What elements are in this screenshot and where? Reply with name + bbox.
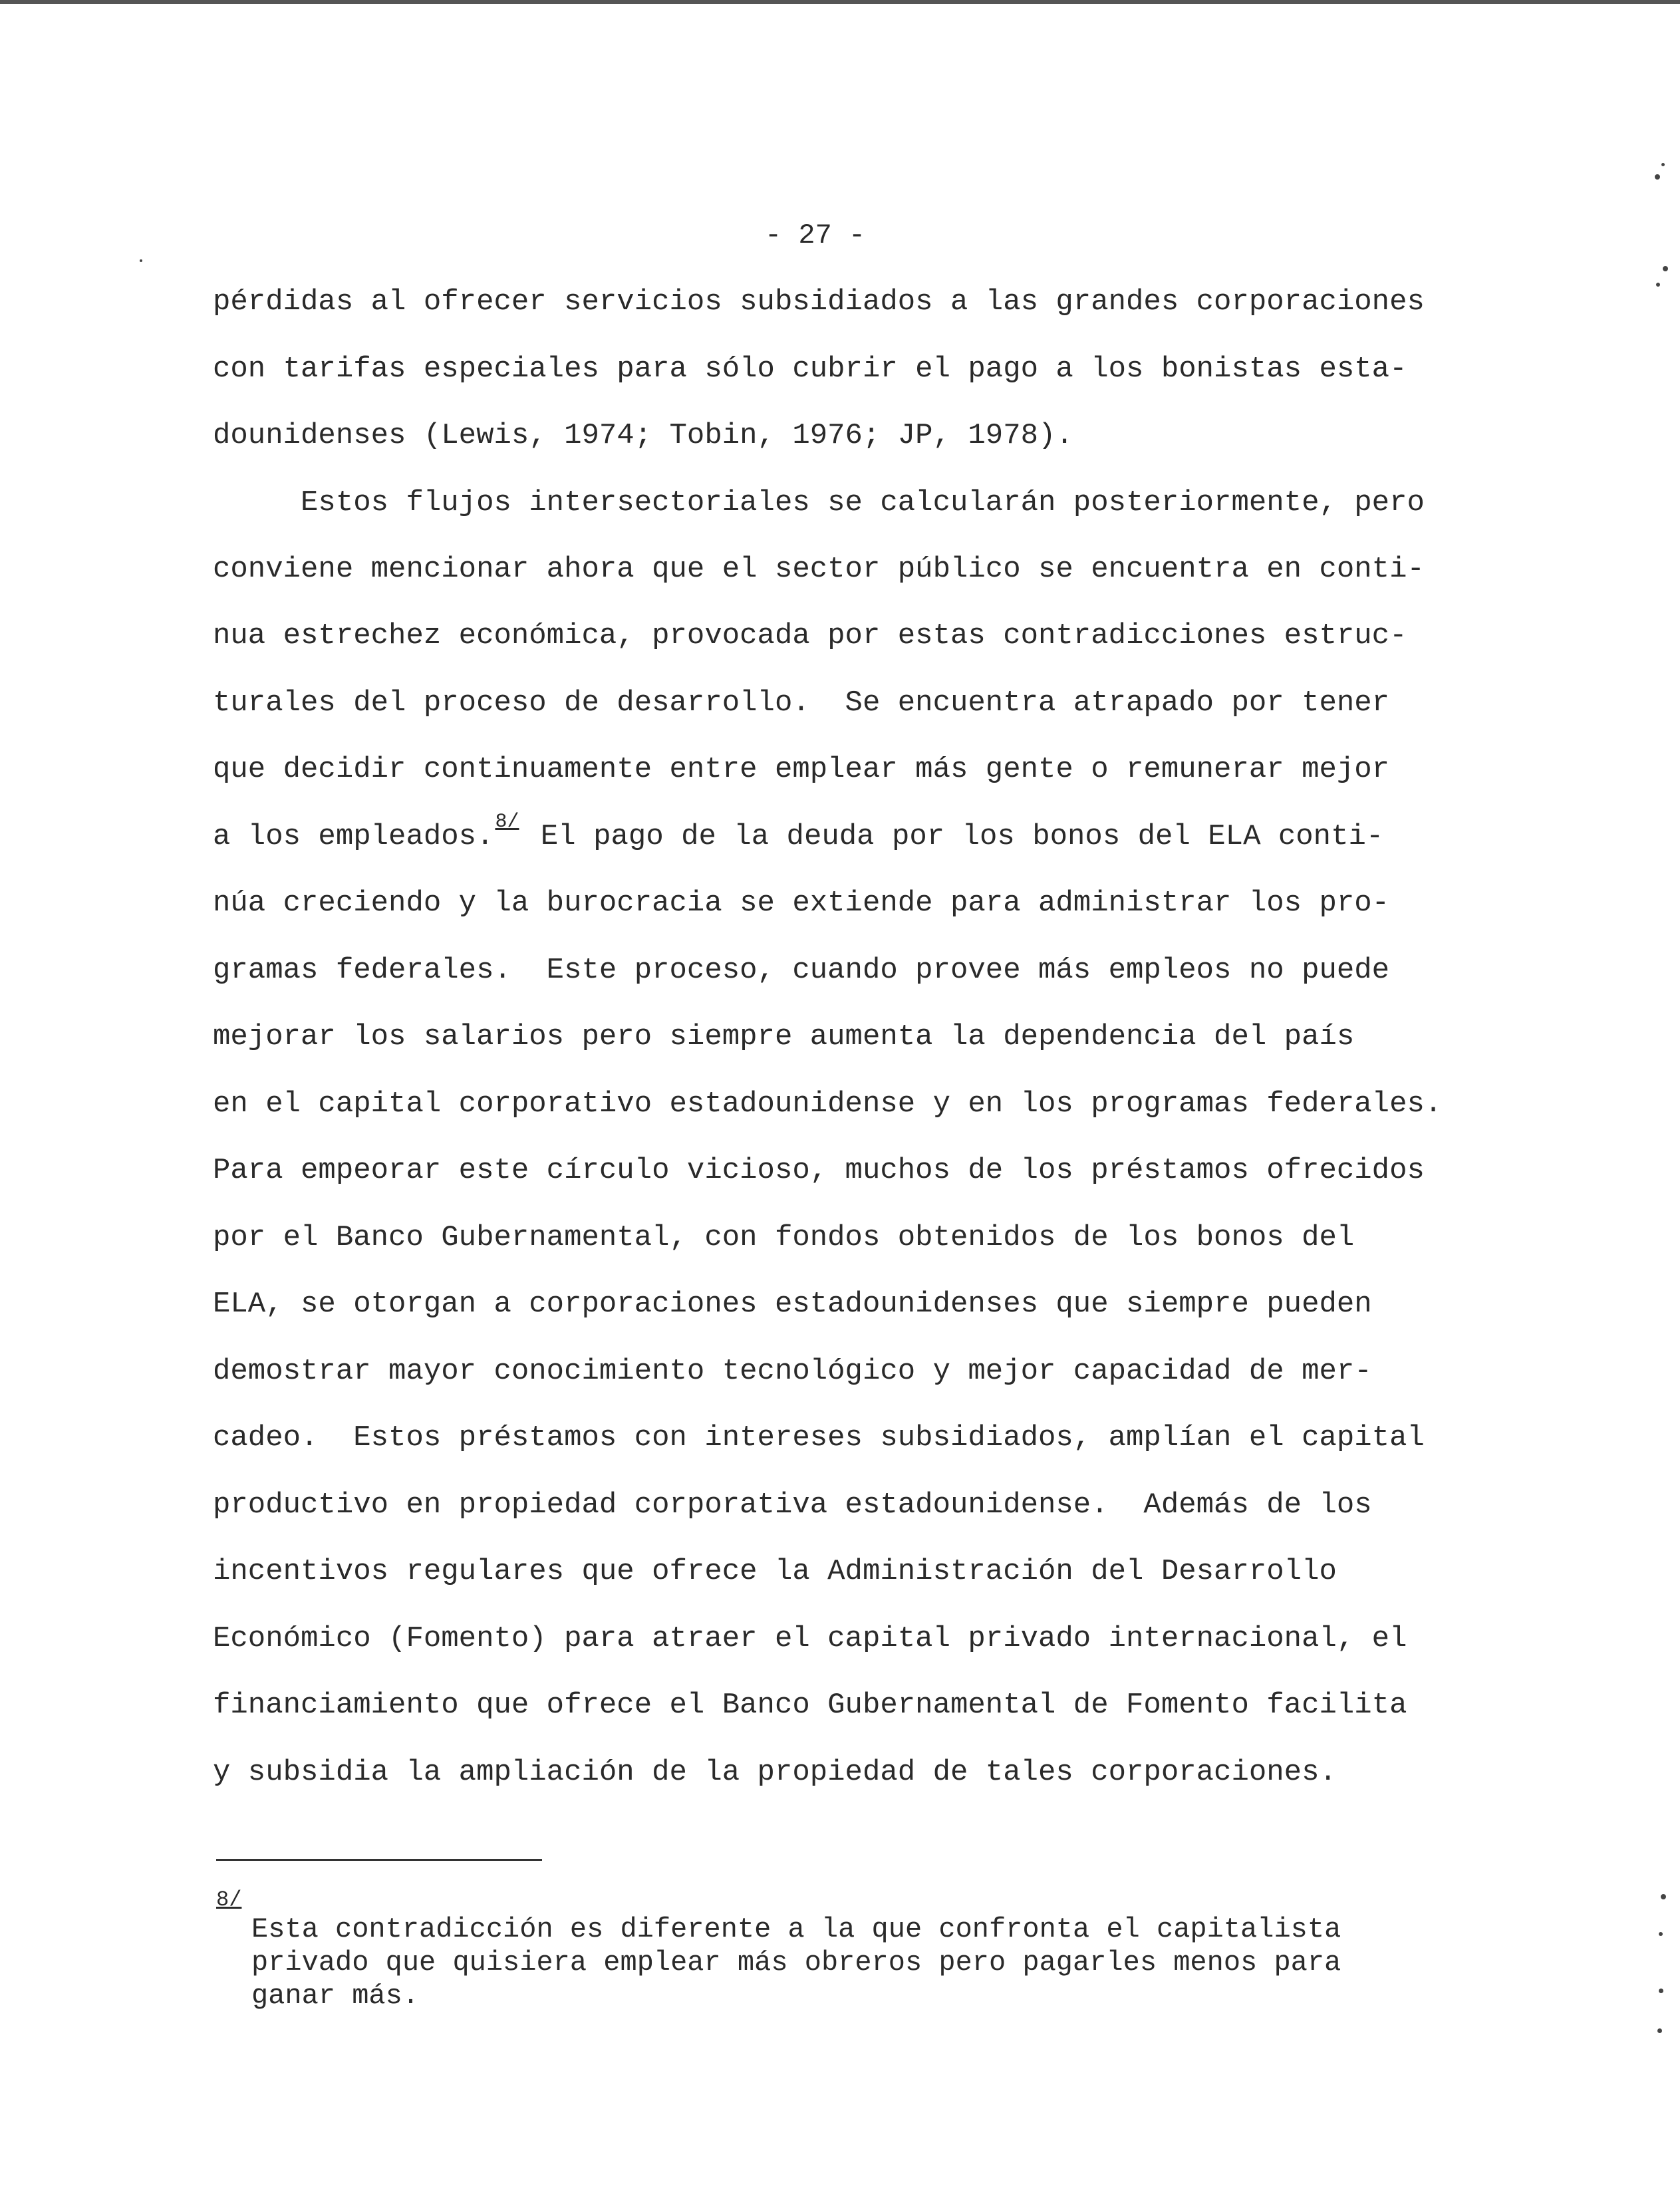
body-line: que decidir continuamente entre emplear más gente o remunerar mejor	[213, 753, 1390, 786]
scan-speck	[140, 259, 142, 262]
scan-speck	[1663, 266, 1668, 271]
body-line: nua estrechez económica, provocada por estas contradicciones estruc-	[213, 619, 1407, 652]
scan-speck	[1657, 2028, 1662, 2033]
body-line: pérdidas al ofrecer servicios subsidiados a las grandes corporaciones	[213, 285, 1425, 319]
body-line: Para empeorar este círculo vicioso, muchos de los préstamos ofrecidos	[213, 1154, 1425, 1187]
scan-speck	[1659, 1989, 1663, 1993]
scan-top-edge	[0, 0, 1680, 4]
body-line: por el Banco Gubernamental, con fondos obtenidos de los bonos del	[213, 1221, 1355, 1254]
body-line: en el capital corporativo estadounidense y en los programas federales.	[213, 1087, 1443, 1121]
body-line: Económico (Fomento) para atraer el capital privado internacional, el	[213, 1622, 1407, 1655]
body-line: núa creciendo y la burocracia se extiende para administrar los pro-	[213, 887, 1390, 920]
body-line: mejorar los salarios pero siempre aumenta la dependencia del país	[213, 1020, 1355, 1053]
scan-speck	[1656, 283, 1660, 287]
body-line: y subsidia la ampliación de la propiedad de tales corporaciones.	[213, 1756, 1337, 1789]
footnote-divider	[216, 1859, 542, 1861]
footnote-reference: 8/	[495, 811, 519, 833]
body-line-segment: a los empleados.	[213, 820, 494, 853]
footnote-line: privado que quisiera emplear más obreros pero pagarles menos para	[251, 1947, 1341, 1979]
body-line: incentivos regulares que ofrece la Administración del Desarrollo	[213, 1555, 1337, 1588]
footnote-number: 8/	[216, 1887, 242, 1912]
body-line: Estos flujos intersectoriales se calcularán posteriormente, pero	[213, 486, 1425, 519]
body-line: conviene mencionar ahora que el sector público se encuentra en conti-	[213, 553, 1425, 586]
scan-speck	[1661, 1894, 1666, 1899]
scan-speck	[1655, 174, 1660, 180]
body-line: ELA, se otorgan a corporaciones estadounidenses que siempre pueden	[213, 1288, 1372, 1321]
scan-speck	[1659, 1932, 1663, 1936]
footnote-line: ganar más.	[251, 1980, 420, 2012]
body-line: con tarifas especiales para sólo cubrir el pago a los bonistas esta-	[213, 352, 1407, 386]
body-line: financiamiento que ofrece el Banco Gubernamental de Fomento facilita	[213, 1689, 1407, 1722]
body-line: dounidenses (Lewis, 1974; Tobin, 1976; JP, 1978).	[213, 419, 1073, 452]
body-line: cadeo. Estos préstamos con intereses subsidiados, amplían el capital	[213, 1421, 1425, 1454]
page-number: - 27 -	[765, 219, 866, 251]
body-line: demostrar mayor conocimiento tecnológico y mejor capacidad de mer-	[213, 1355, 1372, 1388]
body-line-segment: El pago de la deuda por los bonos del ELA conti-	[540, 820, 1384, 853]
body-line-with-footnote	[213, 811, 1384, 853]
body-line: turales del proceso de desarrollo. Se encuentra atrapado por tener	[213, 686, 1390, 720]
body-line: productivo en propiedad corporativa estadounidense. Además de los	[213, 1488, 1372, 1522]
scan-speck	[1661, 163, 1665, 166]
body-line: gramas federales. Este proceso, cuando provee más empleos no puede	[213, 954, 1390, 987]
footnote-line: Esta contradicción es diferente a la que confronta el capitalista	[251, 1913, 1341, 1945]
